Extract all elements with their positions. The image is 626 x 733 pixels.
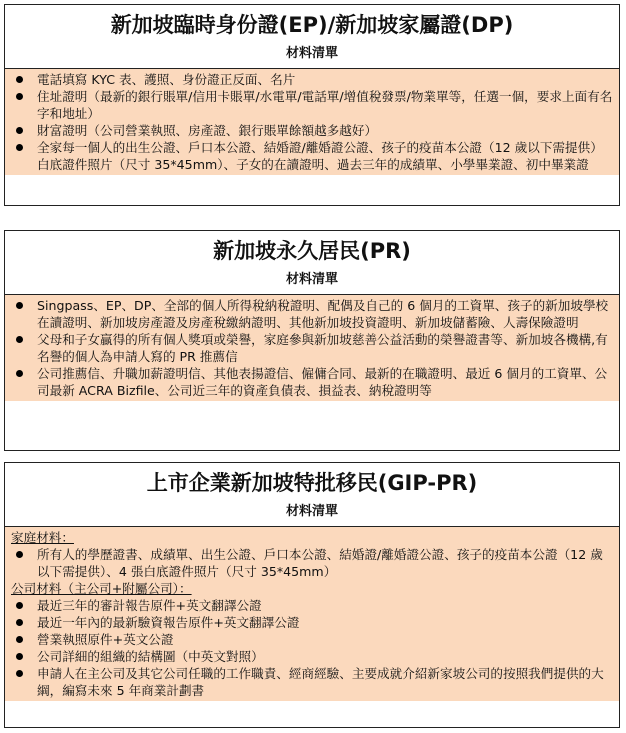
section-body (5, 527, 619, 701)
section-title: 上市企業新加坡特批移民(GIP-PR) (146, 471, 478, 495)
family-materials-list (11, 546, 615, 580)
section-ep-dp (4, 4, 620, 206)
list-item: 父母和子女贏得的所有個人獎項或榮譽，家庭參與新加坡慈善公益活動的榮譽證書等、新加坡各機構,有名譽的個人為申請人寫的 PR 推薦信 (11, 331, 615, 365)
list-item: 最近三年的審計報告原件+英文翻譯公證 (11, 597, 615, 614)
list-item: 公司詳細的組織的結構圖（中英文對照） (11, 648, 615, 665)
list-item: 營業執照原件+英文公證 (11, 631, 615, 648)
company-materials-list (11, 597, 615, 699)
section-pr (4, 230, 620, 451)
list-item: 電話填寫 KYC 表、護照、身份證正反面、名片 (11, 71, 615, 88)
family-materials-label: 家庭材料： (11, 530, 74, 545)
company-materials-label: 公司材料（主公司+附屬公司）： (11, 581, 192, 596)
materials-list (11, 297, 615, 399)
section-title: 新加坡臨時身份證(EP)/新加坡家屬證(DP) (110, 13, 514, 37)
section-title: 新加坡永久居民(PR) (213, 239, 411, 263)
list-item: 公司推薦信、升職加薪證明信、其他表揚證信、僱傭合同、最新的在職證明、最近 6 個月的工資單、公司最新 ACRA Bizfile、公司近三年的資產負債表、損益表、納稅證明等 (11, 365, 615, 399)
list-item: 住址證明（最新的銀行賬單/信用卡賬單/水電單/電話單/增值稅發票/物業單等，任選一個，要求上面有名字和地址） (11, 88, 615, 122)
section-body (5, 295, 619, 401)
section-body (5, 69, 619, 175)
list-item: 最近一年內的最新驗資報告原件+英文翻譯公證 (11, 614, 615, 631)
materials-list (11, 71, 615, 173)
section-gip-pr (4, 462, 620, 728)
list-item: 財富證明（公司營業執照、房產證、銀行賬單餘額越多越好） (11, 122, 615, 139)
section-subtitle: 材料清單 (5, 497, 619, 527)
section-subtitle: 材料清單 (5, 39, 619, 69)
section-subtitle: 材料清單 (5, 265, 619, 295)
list-item: 申請人在主公司及其它公司任職的工作職責、經商經驗、主要成就介紹新家坡公司的按照我們提供的大綱，編寫未來 5 年商業計劃書 (11, 665, 615, 699)
list-item: 所有人的學歷證書、成績單、出生公證、戶口本公證、結婚證/離婚證公證、孩子的疫苗本公證（12 歲以下需提供）、4 張白底證件照片（尺寸 35*45mm） (11, 546, 615, 580)
list-item: 全家每一個人的出生公證、戶口本公證、結婚證/離婚證公證、孩子的疫苗本公證（12 歲以下需提供）白底證件照片（尺寸 35*45mm）、子女的在讀證明、過去三年的成績單、小學畢業證、初中畢業證 (11, 139, 615, 173)
list-item: Singpass、EP、DP、全部的個人所得稅納稅證明、配偶及自己的 6 個月的工資單、孩子的新加坡學校在讀證明、新加坡房產證及房產稅繳納證明、其他新加坡投資證明、新加坡儲蓄險、人壽保險證明 (11, 297, 615, 331)
